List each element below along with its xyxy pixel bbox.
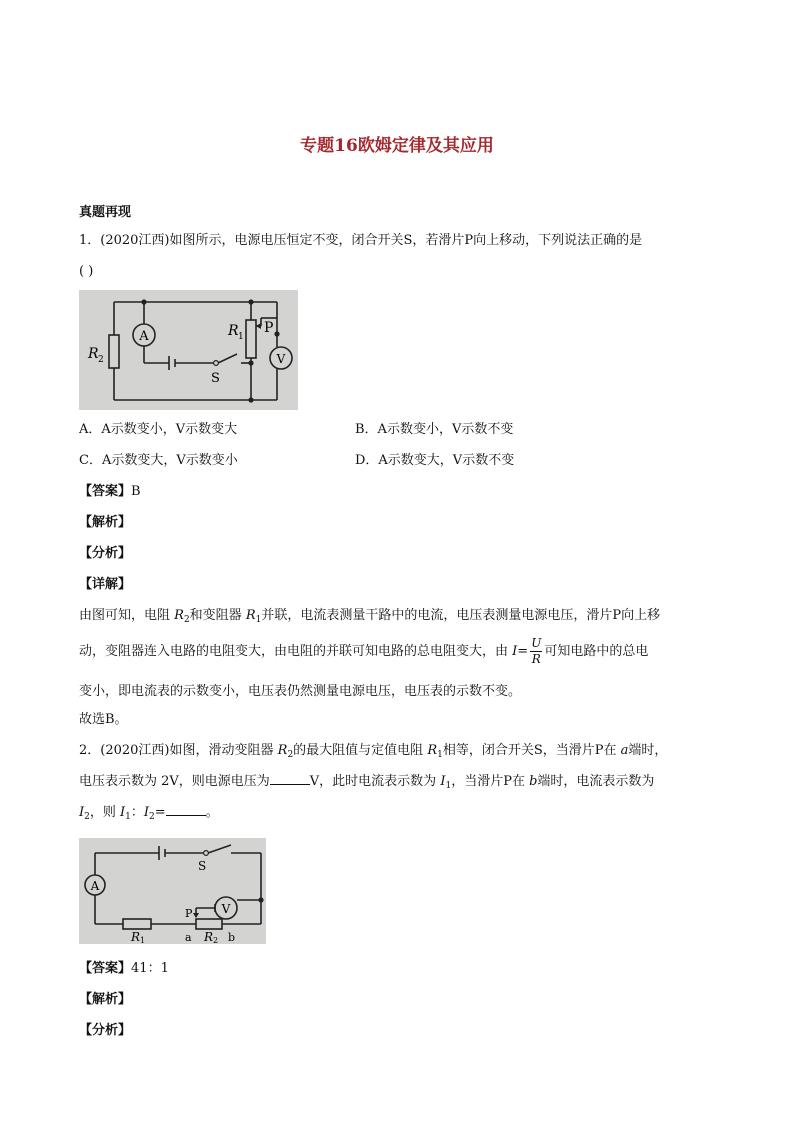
q1-option-d: D．A示数变大，V示数不变 bbox=[355, 453, 515, 468]
q2-text: 电压表示数为 2V，则电源电压为 bbox=[79, 774, 270, 789]
subscript: 2 bbox=[287, 750, 294, 760]
symbol-i: I bbox=[143, 805, 150, 820]
q2-voltmeter-label: V bbox=[221, 902, 231, 916]
subscript: 2 bbox=[183, 615, 190, 625]
q1-detail-tag: 【详解】 bbox=[79, 577, 132, 592]
q1-ammeter-label: A bbox=[139, 329, 149, 344]
q1-detail-line-2 bbox=[79, 636, 648, 667]
q2-answer-line bbox=[79, 959, 169, 979]
q1-circuit-figure bbox=[79, 290, 298, 410]
q2-ammeter-label: A bbox=[90, 879, 100, 893]
q2-fenxi-tag: 【分析】 bbox=[79, 1023, 132, 1038]
answer-blank[interactable] bbox=[270, 772, 310, 785]
q2-endpoint-b-label: b bbox=[228, 931, 236, 944]
q2-line-3 bbox=[79, 803, 219, 827]
q2-slider-label: P bbox=[185, 907, 193, 920]
q2-text: 端时， bbox=[628, 743, 668, 758]
q2-endpoint-a-label: a bbox=[185, 931, 192, 944]
q2-analysis-tag: 【解析】 bbox=[79, 992, 132, 1007]
q2-text: ，当滑片P在 bbox=[451, 774, 530, 789]
subscript: 2 bbox=[84, 812, 90, 822]
symbol-i: I bbox=[440, 774, 446, 789]
q2-r1-label: R bbox=[131, 930, 141, 944]
symbol-r: R bbox=[245, 608, 256, 623]
q1-answer: B bbox=[131, 484, 141, 499]
q2-answer-tag: 【答案】 bbox=[79, 961, 132, 976]
q1-r1-sub: 1 bbox=[238, 332, 244, 342]
q1-slider-label: P bbox=[264, 320, 274, 336]
endpoint-a: a bbox=[620, 743, 629, 758]
q1-detail-text: 由图可知，电阻 bbox=[79, 608, 175, 623]
q1-option-b: B．A示数变小，V示数不变 bbox=[355, 422, 514, 437]
q1-answer-line bbox=[79, 482, 141, 502]
q2-line-2 bbox=[79, 772, 654, 796]
q1-option-c: C．A示数变大，V示数变小 bbox=[79, 453, 238, 468]
q2-text: 。 bbox=[205, 805, 219, 820]
symbol-r: R bbox=[174, 608, 184, 623]
q1-fenxi-tag: 【分析】 bbox=[79, 546, 132, 561]
q2-text: ： bbox=[130, 805, 144, 820]
q1-detail-text: 动，变阻器连入电路的电阻变大，由电阻的并联可知电路的总电阻变大，由 bbox=[79, 644, 513, 659]
q1-detail-text: 可知电路中的总电 bbox=[544, 644, 649, 659]
symbol-i: I bbox=[79, 805, 85, 820]
formula-eq: = bbox=[517, 644, 529, 659]
q1-answer-tag: 【答案】 bbox=[79, 484, 132, 499]
q2-r1-sub: 1 bbox=[140, 936, 146, 944]
symbol-r: R bbox=[277, 743, 288, 758]
q2-text: ，则 bbox=[89, 805, 121, 820]
q2-r2-label: R bbox=[204, 930, 214, 944]
q1-r2-sub: 2 bbox=[98, 355, 104, 365]
q1-r1-label: R bbox=[228, 323, 239, 339]
q1-detail-line-3: 变小，即电流表的示数变小，电压表仍然测量电源电压，电压表的示数不变。 bbox=[79, 684, 522, 699]
fraction-denominator: R bbox=[531, 652, 541, 666]
q1-r2-label: R bbox=[88, 346, 99, 362]
q2-text: V，此时电流表示数为 bbox=[309, 774, 441, 789]
q1-detail-text: 并联，电流表测量干路中的电流，电压表测量电源电压，滑片P向上移 bbox=[261, 608, 661, 623]
section-heading: 真题再现 bbox=[79, 205, 132, 220]
page-title: 专题16欧姆定律及其应用 bbox=[300, 136, 494, 156]
q2-text: 相等，闭合开关S，当滑片P在 bbox=[442, 743, 621, 758]
subscript: 1 bbox=[255, 615, 262, 625]
subscript: 2 bbox=[149, 812, 155, 822]
formula-lhs: I bbox=[512, 644, 518, 659]
q2-answer-2: 1：1 bbox=[139, 961, 169, 976]
symbol-i: I bbox=[120, 805, 126, 820]
q1-analysis-tag: 【解析】 bbox=[79, 515, 132, 530]
q1-paren: ( ) bbox=[79, 264, 94, 279]
subscript: 1 bbox=[445, 781, 452, 791]
q1-switch-label: S bbox=[211, 371, 220, 386]
q1-voltmeter-label: V bbox=[276, 352, 286, 366]
subscript: 1 bbox=[125, 812, 131, 822]
q2-switch-label: S bbox=[198, 859, 207, 873]
q2-text: 2．(2020江西)如图，滑动变阻器 bbox=[79, 743, 278, 758]
q2-line-1 bbox=[79, 741, 667, 765]
q2-r2-sub: 2 bbox=[213, 936, 219, 944]
q2-text: = bbox=[154, 805, 166, 820]
fraction-numerator: U bbox=[531, 636, 542, 650]
q2-answer: 4 bbox=[131, 961, 140, 976]
endpoint-b: b bbox=[529, 774, 538, 789]
symbol-r: R bbox=[427, 743, 438, 758]
q1-stem: 1．(2020江西)如图所示，电源电压恒定不变，闭合开关S，若滑片P向上移动，下列说法正确的是 bbox=[79, 233, 643, 248]
q2-circuit-figure bbox=[79, 838, 266, 944]
q1-circuit-diagram bbox=[79, 290, 298, 410]
q2-text: 端时，电流表示数为 bbox=[537, 774, 655, 789]
q2-text: 的最大阻值与定值电阻 bbox=[293, 743, 428, 758]
q1-detail-text: 和变阻器 bbox=[189, 608, 246, 623]
q1-option-a: A．A示数变小，V示数变大 bbox=[79, 422, 238, 437]
q2-circuit-diagram bbox=[79, 838, 266, 944]
subscript: 1 bbox=[437, 750, 443, 760]
ohm-fraction bbox=[530, 636, 542, 667]
q1-detail-line-1 bbox=[79, 606, 660, 630]
q1-conclusion: 故选B。 bbox=[79, 712, 128, 727]
answer-blank[interactable] bbox=[166, 803, 206, 816]
